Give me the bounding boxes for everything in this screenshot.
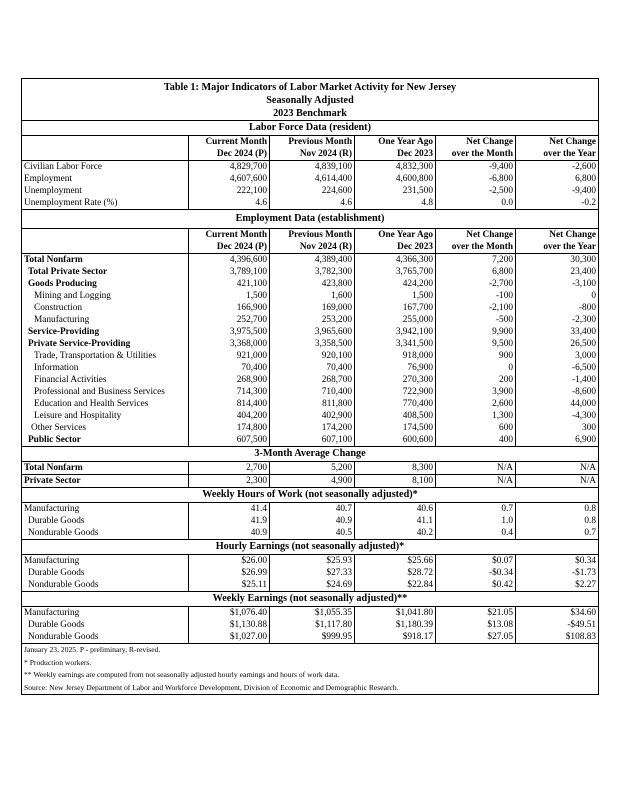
section-title-weekly-hours: Weekly Hours of Work (not seasonally adjusted)* <box>22 488 599 503</box>
section-row <box>22 488 599 503</box>
cell-net-month: $13.08 <box>436 619 516 631</box>
row-label: Mining and Logging <box>22 290 189 302</box>
cell-net-year: 23,400 <box>516 266 599 278</box>
header-previous: Previous Month <box>270 136 355 149</box>
note-row <box>22 669 599 682</box>
cell-year-ago: 41.1 <box>355 515 436 527</box>
cell-net-month: -$0.34 <box>436 567 516 579</box>
cell-previous: 3,358,500 <box>270 338 355 350</box>
cell-net-year: -$49.51 <box>516 619 599 631</box>
header-previous-date: Nov 2024 (R) <box>270 241 355 254</box>
cell-previous: 253,200 <box>270 314 355 326</box>
cell-net-month: 200 <box>436 374 516 386</box>
row-label: Education and Health Services <box>22 398 189 410</box>
cell-previous: 5,200 <box>270 462 355 475</box>
header-previous: Previous Month <box>270 229 355 242</box>
header-year-ago: One Year Ago <box>355 229 436 242</box>
cell-net-month: $0.42 <box>436 579 516 592</box>
cell-year-ago: 3,765,700 <box>355 266 436 278</box>
row-label: Manufacturing <box>22 555 189 568</box>
cell-current: $1,130.88 <box>189 619 270 631</box>
cell-year-ago: $25.66 <box>355 555 436 568</box>
table-row <box>22 422 599 434</box>
cell-previous: 40.7 <box>270 503 355 516</box>
header-net-month-sub: over the Month <box>436 241 516 254</box>
cell-current: 41.4 <box>189 503 270 516</box>
cell-net-year: -9,400 <box>516 185 599 197</box>
cell-net-month: -100 <box>436 290 516 302</box>
cell-year-ago: 722,900 <box>355 386 436 398</box>
cell-current: 4,829,700 <box>189 161 270 174</box>
row-label: Financial Activities <box>22 374 189 386</box>
cell-net-year: -2,600 <box>516 161 599 174</box>
table-row <box>22 302 599 314</box>
header-current: Current Month <box>189 229 270 242</box>
cell-current: $1,027.00 <box>189 631 270 644</box>
cell-net-year: $108.83 <box>516 631 599 644</box>
cell-net-year: 30,300 <box>516 254 599 267</box>
cell-current: $26.00 <box>189 555 270 568</box>
row-label: Manufacturing <box>22 503 189 516</box>
header-current-date: Dec 2024 (P) <box>189 241 270 254</box>
cell-current: 607,500 <box>189 434 270 447</box>
cell-net-month: N/A <box>436 475 516 488</box>
cell-net-year: -$1.73 <box>516 567 599 579</box>
cell-net-year: N/A <box>516 475 599 488</box>
row-label: Information <box>22 362 189 374</box>
footnote-weekly-earnings: ** Weekly earnings are computed from not seasonally adjusted hourly earnings and hours of work data. <box>22 669 599 682</box>
cell-previous: 402,900 <box>270 410 355 422</box>
table-row <box>22 374 599 386</box>
cell-net-year: 0 <box>516 290 599 302</box>
cell-year-ago: 8,100 <box>355 475 436 488</box>
table-row <box>22 350 599 362</box>
header-row <box>22 229 599 242</box>
cell-current: 4.6 <box>189 197 270 210</box>
cell-net-year: 6,800 <box>516 173 599 185</box>
cell-current: 404,200 <box>189 410 270 422</box>
cell-net-year: -3,100 <box>516 278 599 290</box>
cell-net-year: 6,900 <box>516 434 599 447</box>
table-row <box>22 631 599 644</box>
header-year-ago-date: Dec 2023 <box>355 241 436 254</box>
cell-net-month: -500 <box>436 314 516 326</box>
cell-current: 252,700 <box>189 314 270 326</box>
cell-previous: 423,800 <box>270 278 355 290</box>
table-row <box>22 434 599 447</box>
row-label: Manufacturing <box>22 314 189 326</box>
cell-net-year: -8,600 <box>516 386 599 398</box>
header-blank <box>22 148 189 161</box>
row-label: Manufacturing <box>22 607 189 620</box>
row-label: Professional and Business Services <box>22 386 189 398</box>
row-label: Durable Goods <box>22 567 189 579</box>
cell-year-ago: 40.6 <box>355 503 436 516</box>
header-blank <box>22 241 189 254</box>
cell-previous: 4,900 <box>270 475 355 488</box>
cell-net-year: 0.8 <box>516 503 599 516</box>
table-row <box>22 607 599 620</box>
cell-previous: 710,400 <box>270 386 355 398</box>
cell-net-year: -1,400 <box>516 374 599 386</box>
row-label: Leisure and Hospitality <box>22 410 189 422</box>
table-row <box>22 362 599 374</box>
section-title-employment: Employment Data (establishment) <box>22 210 599 229</box>
cell-previous: 607,100 <box>270 434 355 447</box>
header-net-month: Net Change <box>436 136 516 149</box>
cell-current: $25.11 <box>189 579 270 592</box>
cell-current: 3,789,100 <box>189 266 270 278</box>
cell-net-month: 600 <box>436 422 516 434</box>
cell-net-month: 0.4 <box>436 527 516 540</box>
cell-year-ago: 174,500 <box>355 422 436 434</box>
row-label: Durable Goods <box>22 619 189 631</box>
cell-previous: 169,000 <box>270 302 355 314</box>
cell-current: 4,607,600 <box>189 173 270 185</box>
cell-current: 4,396,600 <box>189 254 270 267</box>
cell-net-month: N/A <box>436 462 516 475</box>
cell-net-month: 1,300 <box>436 410 516 422</box>
row-label: Trade, Transportation & Utilities <box>22 350 189 362</box>
cell-net-year: -4,300 <box>516 410 599 422</box>
row-label: Other Services <box>22 422 189 434</box>
cell-year-ago: 76,900 <box>355 362 436 374</box>
cell-current: 222,100 <box>189 185 270 197</box>
table-row <box>22 619 599 631</box>
header-row <box>22 148 599 161</box>
cell-net-month: -9,400 <box>436 161 516 174</box>
cell-previous: 3,965,600 <box>270 326 355 338</box>
cell-current: 174,800 <box>189 422 270 434</box>
table-row <box>22 555 599 568</box>
cell-current: $26.99 <box>189 567 270 579</box>
table-row <box>22 326 599 338</box>
cell-previous: $24.69 <box>270 579 355 592</box>
cell-current: 70,400 <box>189 362 270 374</box>
cell-net-year: N/A <box>516 462 599 475</box>
header-current-date: Dec 2024 (P) <box>189 148 270 161</box>
cell-current: 3,368,000 <box>189 338 270 350</box>
cell-year-ago: 600,600 <box>355 434 436 447</box>
section-row <box>22 210 599 229</box>
cell-previous: 268,700 <box>270 374 355 386</box>
cell-previous: $25.93 <box>270 555 355 568</box>
table-row <box>22 254 599 267</box>
row-label: Total Nonfarm <box>22 254 189 267</box>
note-row <box>22 644 599 657</box>
cell-previous: $1,055.35 <box>270 607 355 620</box>
header-net-year: Net Change <box>516 136 599 149</box>
cell-net-month: 7,200 <box>436 254 516 267</box>
cell-year-ago: 4,832,300 <box>355 161 436 174</box>
section-title-weekly-earnings: Weekly Earnings (not seasonally adjusted)** <box>22 592 599 607</box>
note-row <box>22 657 599 670</box>
row-label: Durable Goods <box>22 515 189 527</box>
header-net-year-sub: over the Year <box>516 241 599 254</box>
footnote-production-workers: * Production workers. <box>22 657 599 670</box>
row-label: Nondurable Goods <box>22 579 189 592</box>
table-row <box>22 515 599 527</box>
row-label: Unemployment <box>22 185 189 197</box>
cell-current: 921,000 <box>189 350 270 362</box>
cell-year-ago: $1,180.39 <box>355 619 436 631</box>
table-row <box>22 386 599 398</box>
cell-previous: 1,600 <box>270 290 355 302</box>
cell-year-ago: 4,366,300 <box>355 254 436 267</box>
table-title: Table 1: Major Indicators of Labor Market Activity for New Jersey <box>22 79 599 95</box>
row-label: Unemployment Rate (%) <box>22 197 189 210</box>
row-label: Goods Producing <box>22 278 189 290</box>
row-label: Private Service-Providing <box>22 338 189 350</box>
cell-current: 714,300 <box>189 386 270 398</box>
cell-current: 421,100 <box>189 278 270 290</box>
table-row <box>22 410 599 422</box>
row-label: Total Nonfarm <box>22 462 189 475</box>
cell-net-year: 44,000 <box>516 398 599 410</box>
row-label: Construction <box>22 302 189 314</box>
table-row <box>22 266 599 278</box>
cell-previous: 4.6 <box>270 197 355 210</box>
cell-previous: 4,839,100 <box>270 161 355 174</box>
cell-net-year: -800 <box>516 302 599 314</box>
cell-net-month: -2,100 <box>436 302 516 314</box>
cell-previous: 40.5 <box>270 527 355 540</box>
cell-year-ago: 40.2 <box>355 527 436 540</box>
header-current: Current Month <box>189 136 270 149</box>
table-row <box>22 503 599 516</box>
table-row <box>22 398 599 410</box>
cell-year-ago: 255,000 <box>355 314 436 326</box>
cell-year-ago: 8,300 <box>355 462 436 475</box>
header-net-year-sub: over the Year <box>516 148 599 161</box>
cell-year-ago: $22.84 <box>355 579 436 592</box>
cell-net-year: -2,300 <box>516 314 599 326</box>
cell-net-month: 0 <box>436 362 516 374</box>
section-title-labor-force: Labor Force Data (resident) <box>22 121 599 136</box>
header-blank <box>22 229 189 242</box>
cell-previous: 3,782,300 <box>270 266 355 278</box>
cell-current: 1,500 <box>189 290 270 302</box>
table-row <box>22 475 599 488</box>
cell-previous: 4,389,400 <box>270 254 355 267</box>
cell-net-year: $0.34 <box>516 555 599 568</box>
cell-net-year: 0.8 <box>516 515 599 527</box>
cell-net-month: 1.0 <box>436 515 516 527</box>
table-row <box>22 579 599 592</box>
cell-current: 2,300 <box>189 475 270 488</box>
section-row <box>22 447 599 462</box>
cell-year-ago: 4,600,800 <box>355 173 436 185</box>
row-label: Public Sector <box>22 434 189 447</box>
section-row <box>22 592 599 607</box>
cell-net-month: 0.7 <box>436 503 516 516</box>
cell-previous: $999.95 <box>270 631 355 644</box>
cell-net-month: 3,900 <box>436 386 516 398</box>
row-label: Nondurable Goods <box>22 527 189 540</box>
table-row <box>22 290 599 302</box>
cell-net-month: 400 <box>436 434 516 447</box>
cell-previous: 174,200 <box>270 422 355 434</box>
cell-net-year: 26,500 <box>516 338 599 350</box>
header-row <box>22 136 599 149</box>
table-row <box>22 197 599 210</box>
header-year-ago: One Year Ago <box>355 136 436 149</box>
cell-year-ago: 231,500 <box>355 185 436 197</box>
cell-net-year: -0.2 <box>516 197 599 210</box>
cell-current: 3,975,500 <box>189 326 270 338</box>
cell-year-ago: 4.8 <box>355 197 436 210</box>
cell-net-month: 6,800 <box>436 266 516 278</box>
table-row <box>22 278 599 290</box>
cell-previous: 40.9 <box>270 515 355 527</box>
note-row <box>22 682 599 695</box>
table-subtitle: Seasonally Adjusted <box>22 94 599 107</box>
row-label: Service-Providing <box>22 326 189 338</box>
cell-net-year: 3,000 <box>516 350 599 362</box>
table-row <box>22 338 599 350</box>
cell-year-ago: 270,300 <box>355 374 436 386</box>
cell-year-ago: $1,041.80 <box>355 607 436 620</box>
cell-net-year: $34.60 <box>516 607 599 620</box>
cell-previous: 224,600 <box>270 185 355 197</box>
cell-net-month: 900 <box>436 350 516 362</box>
cell-year-ago: 918,000 <box>355 350 436 362</box>
cell-previous: 811,800 <box>270 398 355 410</box>
section-row <box>22 121 599 136</box>
table-row <box>22 567 599 579</box>
header-net-year: Net Change <box>516 229 599 242</box>
cell-previous: $1,117.80 <box>270 619 355 631</box>
header-year-ago-date: Dec 2023 <box>355 148 436 161</box>
cell-year-ago: $28.72 <box>355 567 436 579</box>
row-label: Civilian Labor Force <box>22 161 189 174</box>
section-row <box>22 540 599 555</box>
title-row <box>22 79 599 95</box>
cell-net-month: 9,900 <box>436 326 516 338</box>
cell-current: $1,076.40 <box>189 607 270 620</box>
title-row <box>22 94 599 107</box>
cell-net-month: 0.0 <box>436 197 516 210</box>
header-net-month-sub: over the Month <box>436 148 516 161</box>
cell-current: 2,700 <box>189 462 270 475</box>
cell-net-month: 9,500 <box>436 338 516 350</box>
cell-current: 814,400 <box>189 398 270 410</box>
cell-previous: $27.33 <box>270 567 355 579</box>
cell-year-ago: 3,341,500 <box>355 338 436 350</box>
cell-year-ago: 167,700 <box>355 302 436 314</box>
cell-net-month: -6,800 <box>436 173 516 185</box>
footnote-source: Source: New Jersey Department of Labor and Workforce Development, Division of Economic and Demographic Research. <box>22 682 599 695</box>
cell-net-year: 0.7 <box>516 527 599 540</box>
title-row <box>22 107 599 121</box>
table-row <box>22 462 599 475</box>
cell-current: 41.9 <box>189 515 270 527</box>
cell-year-ago: 3,942,100 <box>355 326 436 338</box>
labor-market-table-sheet <box>21 78 598 695</box>
cell-net-month: -2,700 <box>436 278 516 290</box>
section-title-hourly-earnings: Hourly Earnings (not seasonally adjusted)* <box>22 540 599 555</box>
row-label: Total Private Sector <box>22 266 189 278</box>
cell-net-month: $0.07 <box>436 555 516 568</box>
cell-net-month: -2,500 <box>436 185 516 197</box>
cell-previous: 920,100 <box>270 350 355 362</box>
cell-net-year: 300 <box>516 422 599 434</box>
cell-net-month: $21.05 <box>436 607 516 620</box>
cell-current: 166,900 <box>189 302 270 314</box>
header-row <box>22 241 599 254</box>
table-benchmark: 2023 Benchmark <box>22 107 599 121</box>
cell-year-ago: 408,500 <box>355 410 436 422</box>
cell-year-ago: 424,200 <box>355 278 436 290</box>
header-net-month: Net Change <box>436 229 516 242</box>
table-row <box>22 161 599 174</box>
cell-previous: 70,400 <box>270 362 355 374</box>
cell-previous: 4,614,400 <box>270 173 355 185</box>
section-title-three-month: 3-Month Average Change <box>22 447 599 462</box>
cell-current: 40.9 <box>189 527 270 540</box>
cell-net-year: 33,400 <box>516 326 599 338</box>
labor-market-table <box>21 78 599 695</box>
cell-net-month: 2,600 <box>436 398 516 410</box>
cell-net-year: -6,500 <box>516 362 599 374</box>
cell-year-ago: $918.17 <box>355 631 436 644</box>
footnote-date: January 23, 2025. P - preliminary, R-revised. <box>22 644 599 657</box>
cell-year-ago: 770,400 <box>355 398 436 410</box>
row-label: Private Sector <box>22 475 189 488</box>
cell-net-month: $27.05 <box>436 631 516 644</box>
table-row <box>22 314 599 326</box>
cell-year-ago: 1,500 <box>355 290 436 302</box>
table-row <box>22 185 599 197</box>
header-previous-date: Nov 2024 (R) <box>270 148 355 161</box>
cell-current: 268,900 <box>189 374 270 386</box>
row-label: Employment <box>22 173 189 185</box>
row-label: Nondurable Goods <box>22 631 189 644</box>
cell-net-year: $2.27 <box>516 579 599 592</box>
header-blank <box>22 136 189 149</box>
table-row <box>22 527 599 540</box>
table-row <box>22 173 599 185</box>
